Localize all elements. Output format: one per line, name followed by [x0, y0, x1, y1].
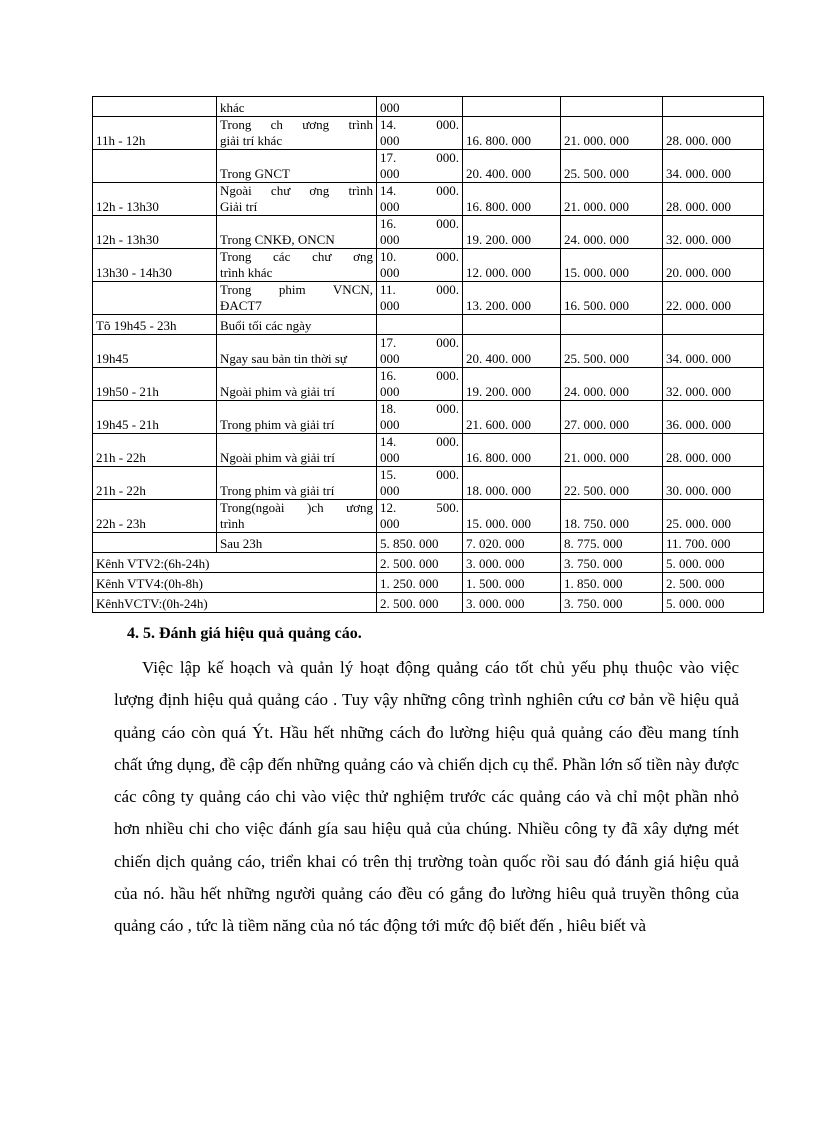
price-cell: 12. 000. 000: [463, 249, 561, 282]
position-line: Ngoài phim và giải trí: [220, 450, 335, 465]
time-cell: Tõ 19h45 - 23h: [93, 315, 217, 335]
price-cell: 18. 000. 000: [463, 467, 561, 500]
price-cell: 2. 500. 000: [377, 593, 463, 613]
position-line: Ngay sau bản tin thời sự: [220, 351, 347, 366]
body-paragraph: Việc lập kế hoạch và quản lý hoạt động quảng cáo tốt chủ yếu phụ thuộc vào việc lượng định hiệu quả quảng cáo . Tuy vậy những công trình nghiên cứu cơ bản về hiệu quả quảng cáo còn quá Ýt. Hầu hết những cách đo lường hiệu quả quảng cáo đều mang tính chất ứng dụng, đề cập đến những quảng cáo và chiến dịch cụ thể. Phần lớn số tiền này được các công ty quảng cáo chi vào việc thử nghiệm trước các quảng cáo và chỉ một phần nhỏ hơn nhiều chi cho việc đánh gía sau hiệu quả của chúng. Nhiều công ty đã xây dựng mét chiến dịch quảng cáo, triển khai có trên thị trường toàn quốc rồi sau đó đánh giá hiệu quả của nó. hầu hết những người quảng cáo đều có gắng đo lường hiêu quả truyền thông của quảng cáo , tức là tiềm năng của nó tác động tới mức độ biết đến , hiêu biết và: [114, 658, 739, 936]
table-row: [93, 368, 764, 401]
position-line: trình: [220, 516, 245, 531]
position-line: trình khác: [220, 265, 273, 280]
position-cell: [217, 368, 377, 401]
table-row: [93, 467, 764, 500]
price-cell: 27. 000. 000: [561, 401, 663, 434]
price-cell: 20. 400. 000: [463, 335, 561, 368]
price-cell: 22. 500. 000: [561, 467, 663, 500]
position-line: ĐACT7: [220, 298, 262, 313]
price-cell: [377, 467, 463, 500]
price-cell: [377, 117, 463, 150]
position-line: Giải trí: [220, 199, 258, 214]
price-cell: [377, 249, 463, 282]
price-cell: 1. 250. 000: [377, 573, 463, 593]
time-cell: 12h - 13h30: [93, 216, 217, 249]
price-cell: 3. 000. 000: [463, 553, 561, 573]
price-cell: [377, 500, 463, 533]
time-cell: 22h - 23h: [93, 500, 217, 533]
price-cell: [377, 434, 463, 467]
position-line: Trong(ngoài )ch ương: [220, 500, 373, 515]
price-cell: [463, 315, 561, 335]
position-line: Trong CNKĐ, ONCN: [220, 232, 335, 247]
position-line: Trong các chư ơng: [220, 249, 373, 264]
table-row: [93, 97, 764, 117]
time-cell: 13h30 - 14h30: [93, 249, 217, 282]
table-row: [93, 216, 764, 249]
price-cell: 28. 000. 000: [663, 183, 764, 216]
price-cell: 5. 000. 000: [663, 593, 764, 613]
position-cell: khác: [217, 97, 377, 117]
position-cell: [217, 150, 377, 183]
price-cell: 8. 775. 000: [561, 533, 663, 553]
price-line: 000: [380, 351, 400, 366]
position-cell: [217, 335, 377, 368]
price-line: 000: [380, 516, 400, 531]
price-cell: 25. 500. 000: [561, 335, 663, 368]
price-line: 000: [380, 298, 400, 313]
price-cell: 36. 000. 000: [663, 401, 764, 434]
price-line: 18. 000.: [380, 401, 459, 416]
price-cell: 34. 000. 000: [663, 150, 764, 183]
price-cell: [377, 315, 463, 335]
time-cell: 11h - 12h: [93, 117, 217, 150]
position-line: giải trí khác: [220, 133, 283, 148]
table-row: [93, 573, 764, 593]
position-cell: Sau 23h: [217, 533, 377, 553]
table-row: [93, 434, 764, 467]
table-row: [93, 401, 764, 434]
table-row: [93, 183, 764, 216]
table-row: [93, 117, 764, 150]
price-line: 16. 000.: [380, 368, 459, 383]
position-line: Ngoài phim và giải trí: [220, 384, 335, 399]
price-cell: [377, 368, 463, 401]
price-line: 000: [380, 483, 400, 498]
price-cell: 1. 850. 000: [561, 573, 663, 593]
section-heading: 4. 5. Đánh giá hiệu quả quảng cáo.: [127, 625, 362, 642]
price-cell: [377, 401, 463, 434]
price-line: 12. 500.: [380, 500, 459, 515]
price-cell: 5. 850. 000: [377, 533, 463, 553]
price-cell: 28. 000. 000: [663, 117, 764, 150]
price-cell: [561, 315, 663, 335]
price-cell: 11. 700. 000: [663, 533, 764, 553]
position-line: Ngoài chư ơng trình: [220, 183, 373, 198]
time-cell: 12h - 13h30: [93, 183, 217, 216]
price-cell: [377, 150, 463, 183]
price-cell: 7. 020. 000: [463, 533, 561, 553]
position-line: Trong ch ương trình: [220, 117, 373, 132]
price-line: 14. 000.: [380, 183, 459, 198]
price-line: 000: [380, 199, 400, 214]
price-cell: [377, 216, 463, 249]
price-cell: 15. 000. 000: [561, 249, 663, 282]
time-cell: 19h45: [93, 335, 217, 368]
price-cell: 21. 000. 000: [561, 183, 663, 216]
position-cell: [217, 401, 377, 434]
time-cell: 21h - 22h: [93, 467, 217, 500]
table-row: [93, 533, 764, 553]
price-cell: 3. 750. 000: [561, 553, 663, 573]
price-line: 000: [380, 450, 400, 465]
time-cell: [93, 282, 217, 315]
price-cell: 32. 000. 000: [663, 368, 764, 401]
price-cell: 1. 500. 000: [463, 573, 561, 593]
price-line: 10. 000.: [380, 249, 459, 264]
price-cell: 24. 000. 000: [561, 216, 663, 249]
price-line: 000: [380, 232, 400, 247]
price-line: 17. 000.: [380, 335, 459, 350]
position-cell: [217, 249, 377, 282]
price-cell: 30. 000. 000: [663, 467, 764, 500]
price-line: 11. 000.: [380, 282, 459, 297]
position-line: Trong GNCT: [220, 166, 290, 181]
price-cell: 18. 750. 000: [561, 500, 663, 533]
channel-label-cell: KênhVCTV:(0h-24h): [93, 593, 377, 613]
price-line: 16. 000.: [380, 216, 459, 231]
position-cell: [217, 282, 377, 315]
position-line: Trong phim VNCN,: [220, 282, 373, 297]
price-cell: 5. 000. 000: [663, 553, 764, 573]
price-line: 000: [380, 166, 400, 181]
table-row: [93, 150, 764, 183]
position-cell: [217, 183, 377, 216]
price-cell: 16. 800. 000: [463, 117, 561, 150]
price-cell: 21. 000. 000: [561, 434, 663, 467]
table-row: [93, 335, 764, 368]
price-cell: 000: [377, 97, 463, 117]
price-cell: 20. 400. 000: [463, 150, 561, 183]
price-cell: 16. 800. 000: [463, 183, 561, 216]
price-cell: 19. 200. 000: [463, 368, 561, 401]
price-line: 000: [380, 265, 400, 280]
time-cell: [93, 97, 217, 117]
price-cell: 32. 000. 000: [663, 216, 764, 249]
table-row: [93, 282, 764, 315]
price-cell: 3. 750. 000: [561, 593, 663, 613]
price-cell: 22. 000. 000: [663, 282, 764, 315]
price-line: 17. 000.: [380, 150, 459, 165]
price-cell: 3. 000. 000: [463, 593, 561, 613]
price-cell: 34. 000. 000: [663, 335, 764, 368]
price-cell: 16. 500. 000: [561, 282, 663, 315]
price-line: 14. 000.: [380, 117, 459, 132]
price-cell: [377, 335, 463, 368]
position-cell: [217, 434, 377, 467]
price-line: 000: [380, 417, 400, 432]
table-row: [93, 553, 764, 573]
price-cell: [377, 282, 463, 315]
position-cell: [217, 117, 377, 150]
price-line: 000: [380, 384, 400, 399]
price-cell: 28. 000. 000: [663, 434, 764, 467]
price-cell: [377, 183, 463, 216]
price-line: 000: [380, 133, 400, 148]
price-cell: 20. 000. 000: [663, 249, 764, 282]
price-cell: 19. 200. 000: [463, 216, 561, 249]
price-cell: [663, 315, 764, 335]
position-cell: [217, 467, 377, 500]
table-row: [93, 500, 764, 533]
time-cell: [93, 533, 217, 553]
price-cell: [561, 97, 663, 117]
position-line: Trong phim và giải trí: [220, 483, 335, 498]
price-cell: 25. 500. 000: [561, 150, 663, 183]
time-cell: 19h50 - 21h: [93, 368, 217, 401]
time-cell: 21h - 22h: [93, 434, 217, 467]
channel-label-cell: Kênh VTV2:(6h-24h): [93, 553, 377, 573]
time-cell: 19h45 - 21h: [93, 401, 217, 434]
table-row: [93, 593, 764, 613]
position-cell: [217, 500, 377, 533]
price-cell: 13. 200. 000: [463, 282, 561, 315]
price-cell: 15. 000. 000: [463, 500, 561, 533]
position-cell: [217, 216, 377, 249]
table-row: [93, 249, 764, 282]
price-line: 15. 000.: [380, 467, 459, 482]
position-line: Trong phim và giải trí: [220, 417, 335, 432]
channel-label-cell: Kênh VTV4:(0h-8h): [93, 573, 377, 593]
advertising-rate-table: [92, 96, 764, 613]
price-line: 14. 000.: [380, 434, 459, 449]
price-cell: 2. 500. 000: [663, 573, 764, 593]
price-cell: [663, 97, 764, 117]
price-cell: 21. 600. 000: [463, 401, 561, 434]
price-cell: 2. 500. 000: [377, 553, 463, 573]
price-cell: 25. 000. 000: [663, 500, 764, 533]
price-cell: [463, 97, 561, 117]
position-cell: Buổi tối các ngày: [217, 315, 377, 335]
price-cell: 21. 000. 000: [561, 117, 663, 150]
price-cell: 24. 000. 000: [561, 368, 663, 401]
price-cell: 16. 800. 000: [463, 434, 561, 467]
time-cell: [93, 150, 217, 183]
table-row: [93, 315, 764, 335]
